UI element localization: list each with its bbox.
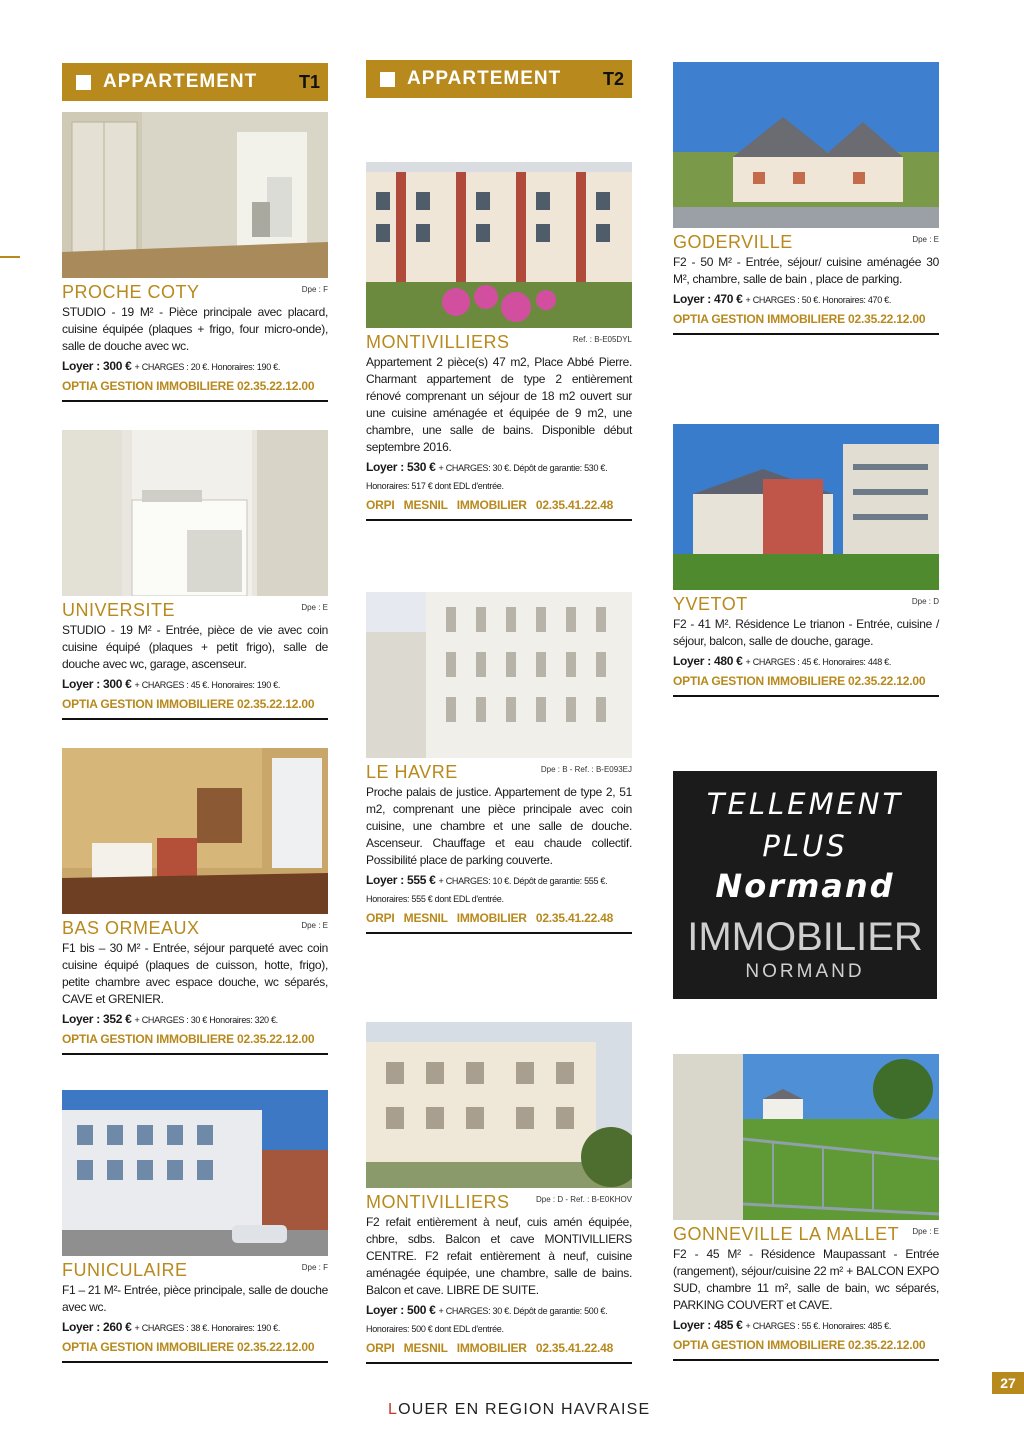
photo-le-havre xyxy=(366,592,632,758)
listing-agency: ORPI MESNIL IMMOBILIER 02.35.41.22.48 xyxy=(366,910,632,934)
listing-description: Appartement 2 pièce(s) 47 m2, Place Abbé Pierre. Charmant appartement de type 2 entièrement rénové comprenant un séjour de 18 m2 ouvert sur une cuisine aménagée et équipée de 9 m2, une chambre, une salle de bains. Disponible début septembre 2016. xyxy=(366,355,632,454)
section-category: APPARTEMENT xyxy=(407,68,562,89)
listing-description: F2 - 45 M² - Résidence Maupassant - Entrée (rangement), séjour/cuisine 22 m² + BALCON EXPO SUD, chambre 11 m², salle de bain, wc séparés, PARKING COUVERT et CAVE. xyxy=(673,1247,939,1312)
listing-price xyxy=(673,291,939,309)
listing-rent: Loyer : 485 € xyxy=(673,1318,743,1332)
listing-charges: + CHARGES : 38 €. Honoraires: 190 €. xyxy=(134,1323,281,1333)
photo-montivilliers-1 xyxy=(366,162,632,328)
listing-price xyxy=(62,358,328,376)
section-header-t2 xyxy=(366,60,632,98)
listing-city: MONTIVILLIERS xyxy=(366,1192,510,1212)
listing-description: STUDIO - 19 M² - Entrée, pièce de vie avec coin cuisine équipé (plaques + petit frigo), salle de douche avec wc, garage, ascenseur. xyxy=(62,623,328,671)
listing-dpe: Ref. : B-E05DYL xyxy=(572,335,632,344)
listing-price xyxy=(62,676,328,694)
listing-dpe: Dpe : E xyxy=(301,921,328,930)
listing-price xyxy=(673,653,939,671)
listing-rent: Loyer : 480 € xyxy=(673,654,743,668)
listing-description: F2 refait entièrement à neuf, cuis amén équipée, chbre, sdbs. Balcon et cave MONTIVILLIERS CENTRE. F2 refait entièrement à neuf, cuisine aménagée équipée, une chambre, salle de bains. Balcon et cave. LIBRE DE SUITE. xyxy=(366,1215,632,1297)
listing-rent: Loyer : 300 € xyxy=(62,359,132,373)
listing-rent: Loyer : 260 € xyxy=(62,1320,132,1334)
listing-price xyxy=(366,872,632,908)
listing-goderville xyxy=(673,232,939,335)
listing-dpe: Dpe : F xyxy=(301,285,328,294)
listing-description: F2 - 41 M². Résidence Le trianon - Entrée, cuisine / séjour, balcon, salle de douche, garage. xyxy=(673,617,939,648)
listing-city: FUNICULAIRE xyxy=(62,1260,188,1280)
listing-agency: OPTIA GESTION IMMOBILIERE 02.35.22.12.00 xyxy=(62,1031,328,1055)
listing-price xyxy=(62,1011,328,1029)
listing-dpe: Dpe : E xyxy=(301,603,328,612)
advert-tellement-plus-normand xyxy=(673,771,937,999)
listing-description: F2 - 50 M² - Entrée, séjour/ cuisine aménagée 30 M², chambre, salle de bain , place de parking. xyxy=(673,255,939,286)
photo-montivilliers-2 xyxy=(366,1022,632,1188)
listing-agency: OPTIA GESTION IMMOBILIERE 02.35.22.12.00 xyxy=(62,1339,328,1363)
listing-description: F1 – 21 M²- Entrée, pièce principale, salle de douche avec wc. xyxy=(62,1283,328,1314)
listing-dpe: Dpe : F xyxy=(301,1263,328,1272)
listing-agency: OPTIA GESTION IMMOBILIERE 02.35.22.12.00 xyxy=(673,311,939,335)
listing-charges: + CHARGES: 30 €. Dépôt de garantie: 530 €. Honoraires: 517 € dont EDL d'entrée. xyxy=(366,463,608,491)
photo-bas-ormeaux xyxy=(62,748,328,914)
listing-dpe: Dpe : E xyxy=(912,235,939,244)
listing-city: GODERVILLE xyxy=(673,232,793,252)
listing-rent: Loyer : 470 € xyxy=(673,292,743,306)
listing-rent: Loyer : 555 € xyxy=(366,873,436,887)
listing-charges: + CHARGES : 45 €. Honoraires: 448 €. xyxy=(745,657,892,667)
listing-le-havre xyxy=(366,762,632,934)
listing-city: LE HAVRE xyxy=(366,762,458,782)
square-bullet-icon xyxy=(380,72,395,87)
listing-charges: + CHARGES: 30 €. Dépôt de garantie: 500 €. Honoraires: 500 € dont EDL d'entrée. xyxy=(366,1306,608,1334)
listing-description: F1 bis – 30 M² - Entrée, séjour parqueté avec coin cuisine équipé (plaques de cuisson, hotte, frigo), petite chambre avec espace douche, wc séparés, CAVE et GRENIER. xyxy=(62,941,328,1006)
listing-rent: Loyer : 352 € xyxy=(62,1012,132,1026)
photo-universite xyxy=(62,430,328,596)
listing-charges: + CHARGES : 20 €. Honoraires: 190 €. xyxy=(134,362,281,372)
listing-city: YVETOT xyxy=(673,594,748,614)
listing-bas-ormeaux xyxy=(62,918,328,1055)
footer-first-letter: L xyxy=(388,1401,399,1418)
section-header-t1 xyxy=(62,63,328,101)
listing-rent: Loyer : 500 € xyxy=(366,1303,436,1317)
photo-funiculaire xyxy=(62,1090,328,1256)
listing-universite xyxy=(62,600,328,720)
listing-proche-coty xyxy=(62,282,328,402)
listing-charges: + CHARGES : 30 € Honoraires: 320 €. xyxy=(134,1015,278,1025)
listing-dpe: Dpe : D - Ref. : B-E0KHOV xyxy=(535,1195,632,1204)
listing-price xyxy=(62,1319,328,1337)
advert-line-1: TELLEMENT xyxy=(706,787,904,821)
section-type: T2 xyxy=(602,68,624,89)
photo-gonneville xyxy=(673,1054,939,1220)
photo-yvetot xyxy=(673,424,939,590)
listing-yvetot xyxy=(673,594,939,697)
listing-agency: ORPI MESNIL IMMOBILIER 02.35.41.22.48 xyxy=(366,1340,632,1364)
page-number: 27 xyxy=(992,1372,1024,1394)
listing-city: UNIVERSITE xyxy=(62,600,176,620)
listing-agency: ORPI MESNIL IMMOBILIER 02.35.41.22.48 xyxy=(366,497,632,521)
listing-agency: OPTIA GESTION IMMOBILIERE 02.35.22.12.00 xyxy=(62,378,328,402)
advert-logo-normand: NORMAND xyxy=(745,961,865,982)
section-category: APPARTEMENT xyxy=(103,71,258,92)
listing-price xyxy=(366,459,632,495)
advert-line-2: PLUS xyxy=(762,829,848,863)
listing-funiculaire xyxy=(62,1260,328,1363)
listing-dpe: Dpe : D xyxy=(911,597,939,606)
listing-charges: + CHARGES : 55 €. Honoraires: 485 €. xyxy=(745,1321,892,1331)
listing-city: PROCHE COTY xyxy=(62,282,200,302)
listing-description: STUDIO - 19 M² - Pièce principale avec placard, cuisine équipée (plaques + frigo, four micro-onde), salle de douche avec wc. xyxy=(62,305,328,353)
listing-dpe: Dpe : B - Ref. : B-E093EJ xyxy=(540,765,632,774)
photo-proche-coty xyxy=(62,112,328,278)
listing-price xyxy=(366,1302,632,1338)
photo-goderville xyxy=(673,62,939,228)
footer-title: OUER EN REGION HAVRAISE xyxy=(398,1401,651,1418)
listing-city: GONNEVILLE LA MALLET xyxy=(673,1224,900,1244)
margin-marker xyxy=(0,256,20,258)
listing-agency: OPTIA GESTION IMMOBILIERE 02.35.22.12.00 xyxy=(673,673,939,697)
square-bullet-icon xyxy=(76,75,91,90)
listing-agency: OPTIA GESTION IMMOBILIERE 02.35.22.12.00 xyxy=(62,696,328,720)
listing-charges: + CHARGES : 45 €. Honoraires: 190 €. xyxy=(134,680,281,690)
listing-city: BAS ORMEAUX xyxy=(62,918,200,938)
listing-description: Proche palais de justice. Appartement de type 2, 51 m2, comprenant une pièce principale avec coin cuisine, une chambre et une salle de douche. Ascenseur. Chauffage et eau chaude collectif. Possibilité place de parking couverte. xyxy=(366,785,632,867)
advert-line-3: Normand xyxy=(715,867,895,905)
section-type: T1 xyxy=(298,71,320,92)
listing-gonneville xyxy=(673,1224,939,1361)
listing-agency: OPTIA GESTION IMMOBILIERE 02.35.22.12.00 xyxy=(673,1337,939,1361)
listing-montivilliers-2 xyxy=(366,1192,632,1364)
listing-montivilliers-1 xyxy=(366,332,632,521)
listing-city: MONTIVILLIERS xyxy=(366,332,510,352)
listing-charges: + CHARGES: 10 €. Dépôt de garantie: 555 €. Honoraires: 555 € dont EDL d'entrée. xyxy=(366,876,608,904)
listing-rent: Loyer : 300 € xyxy=(62,677,132,691)
listing-price xyxy=(673,1317,939,1335)
advert-logo-immobilier: IMMOBILIER xyxy=(687,915,923,959)
listing-charges: + CHARGES : 50 €. Honoraires: 470 €. xyxy=(745,295,892,305)
listing-dpe: Dpe : E xyxy=(912,1227,939,1236)
page-footer xyxy=(388,1401,650,1419)
listing-rent: Loyer : 530 € xyxy=(366,460,436,474)
